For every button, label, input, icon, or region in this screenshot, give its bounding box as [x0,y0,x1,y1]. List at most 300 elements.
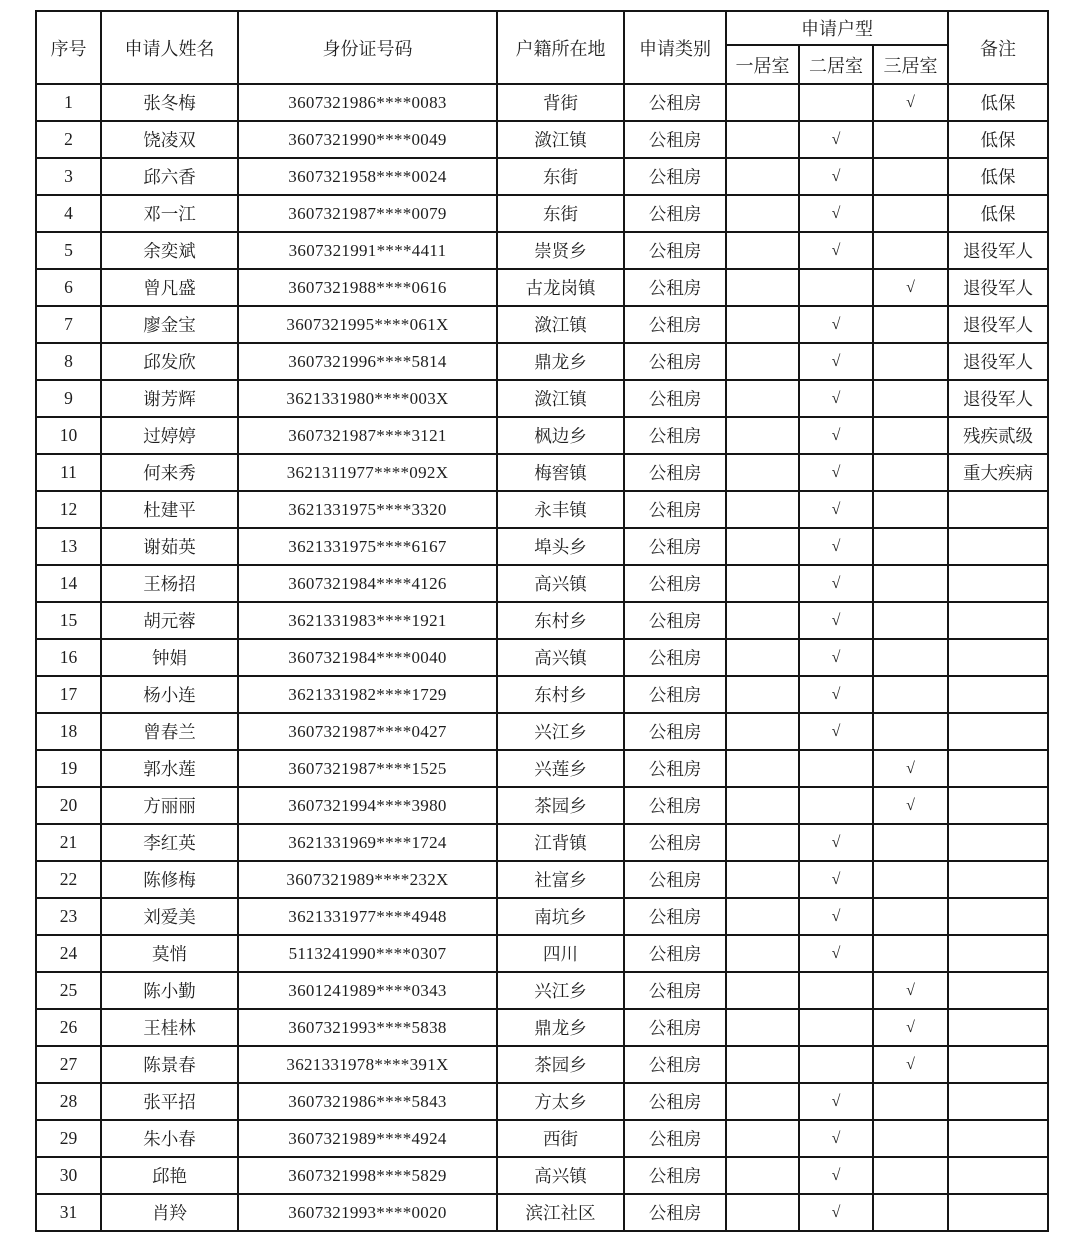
cell-serial: 27 [36,1046,101,1083]
cell-three-bedroom-check [873,898,948,935]
cell-serial: 18 [36,713,101,750]
cell-id-number: 3607321995****061X [238,306,497,343]
cell-serial: 19 [36,750,101,787]
table-row [36,1157,1048,1194]
cell-applicant-name: 陈修梅 [101,861,238,898]
cell-application-category: 公租房 [624,1046,726,1083]
cell-one-bedroom-check [726,84,799,121]
cell-registered-location: 背街 [497,84,624,121]
cell-application-category: 公租房 [624,232,726,269]
table-row [36,565,1048,602]
cell-one-bedroom-check [726,602,799,639]
cell-two-bedroom-check: √ [799,824,873,861]
cell-applicant-name: 张冬梅 [101,84,238,121]
cell-applicant-name: 邓一江 [101,195,238,232]
table-row [36,1120,1048,1157]
cell-serial: 4 [36,195,101,232]
header-one-bedroom: 一居室 [726,45,799,84]
cell-one-bedroom-check [726,158,799,195]
cell-registered-location: 东街 [497,158,624,195]
table-row [36,1046,1048,1083]
cell-applicant-name: 刘爱美 [101,898,238,935]
table-row [36,1009,1048,1046]
cell-id-number: 3621311977****092X [238,454,497,491]
cell-serial: 7 [36,306,101,343]
cell-serial: 22 [36,861,101,898]
cell-id-number: 3607321996****5814 [238,343,497,380]
cell-one-bedroom-check [726,417,799,454]
cell-registered-location: 西街 [497,1120,624,1157]
cell-one-bedroom-check [726,861,799,898]
cell-registered-location: 江背镇 [497,824,624,861]
cell-remarks [948,750,1048,787]
table-row [36,898,1048,935]
header-three-bedroom: 三居室 [873,45,948,84]
cell-remarks [948,898,1048,935]
cell-serial: 10 [36,417,101,454]
cell-id-number: 3621331983****1921 [238,602,497,639]
cell-serial: 9 [36,380,101,417]
cell-registered-location: 潋江镇 [497,380,624,417]
cell-application-category: 公租房 [624,1120,726,1157]
table-row [36,972,1048,1009]
cell-id-number: 3607321958****0024 [238,158,497,195]
cell-applicant-name: 张平招 [101,1083,238,1120]
cell-application-category: 公租房 [624,121,726,158]
cell-serial: 6 [36,269,101,306]
cell-three-bedroom-check [873,861,948,898]
table-row [36,861,1048,898]
cell-applicant-name: 余奕斌 [101,232,238,269]
cell-application-category: 公租房 [624,787,726,824]
cell-id-number: 3607321984****4126 [238,565,497,602]
header-applicant-name: 申请人姓名 [101,11,238,84]
header-housing-type-group: 申请户型 [726,11,948,45]
cell-three-bedroom-check [873,232,948,269]
header-remarks: 备注 [948,11,1048,84]
cell-application-category: 公租房 [624,972,726,1009]
cell-application-category: 公租房 [624,1157,726,1194]
cell-remarks [948,1083,1048,1120]
cell-two-bedroom-check: √ [799,602,873,639]
cell-application-category: 公租房 [624,195,726,232]
cell-id-number: 3607321993****5838 [238,1009,497,1046]
cell-remarks: 退役军人 [948,306,1048,343]
cell-serial: 28 [36,1083,101,1120]
cell-two-bedroom-check: √ [799,676,873,713]
cell-two-bedroom-check: √ [799,565,873,602]
table-row [36,195,1048,232]
header-two-bedroom: 二居室 [799,45,873,84]
cell-remarks: 退役军人 [948,232,1048,269]
header-serial: 序号 [36,11,101,84]
cell-remarks [948,1120,1048,1157]
cell-three-bedroom-check [873,935,948,972]
cell-application-category: 公租房 [624,491,726,528]
cell-remarks: 重大疾病 [948,454,1048,491]
cell-application-category: 公租房 [624,417,726,454]
cell-three-bedroom-check [873,639,948,676]
cell-applicant-name: 曾凡盛 [101,269,238,306]
cell-serial: 25 [36,972,101,1009]
cell-remarks [948,972,1048,1009]
cell-three-bedroom-check [873,602,948,639]
table-row [36,824,1048,861]
table-row [36,343,1048,380]
cell-applicant-name: 李红英 [101,824,238,861]
cell-three-bedroom-check [873,713,948,750]
cell-remarks [948,824,1048,861]
cell-registered-location: 茶园乡 [497,1046,624,1083]
table-row [36,454,1048,491]
cell-serial: 11 [36,454,101,491]
cell-three-bedroom-check [873,454,948,491]
cell-applicant-name: 邱六香 [101,158,238,195]
cell-id-number: 3607321987****0427 [238,713,497,750]
cell-two-bedroom-check: √ [799,1120,873,1157]
table-body [36,84,1048,1231]
cell-one-bedroom-check [726,1157,799,1194]
cell-registered-location: 高兴镇 [497,1157,624,1194]
cell-id-number: 3621331975****6167 [238,528,497,565]
cell-registered-location: 高兴镇 [497,565,624,602]
cell-application-category: 公租房 [624,861,726,898]
cell-one-bedroom-check [726,935,799,972]
cell-serial: 16 [36,639,101,676]
cell-one-bedroom-check [726,750,799,787]
cell-two-bedroom-check: √ [799,380,873,417]
cell-remarks: 残疾贰级 [948,417,1048,454]
cell-registered-location: 兴莲乡 [497,750,624,787]
cell-remarks: 退役军人 [948,269,1048,306]
cell-id-number: 3607321990****0049 [238,121,497,158]
cell-one-bedroom-check [726,824,799,861]
cell-one-bedroom-check [726,454,799,491]
cell-id-number: 3621331978****391X [238,1046,497,1083]
cell-id-number: 3621331980****003X [238,380,497,417]
cell-remarks [948,1194,1048,1231]
cell-registered-location: 古龙岗镇 [497,269,624,306]
cell-remarks: 退役军人 [948,343,1048,380]
cell-three-bedroom-check [873,306,948,343]
table-row [36,639,1048,676]
cell-remarks [948,1046,1048,1083]
cell-one-bedroom-check [726,898,799,935]
cell-registered-location: 东村乡 [497,676,624,713]
cell-id-number: 3607321986****0083 [238,84,497,121]
cell-remarks [948,602,1048,639]
cell-applicant-name: 何来秀 [101,454,238,491]
cell-applicant-name: 朱小春 [101,1120,238,1157]
cell-applicant-name: 谢茹英 [101,528,238,565]
cell-application-category: 公租房 [624,1083,726,1120]
cell-registered-location: 东街 [497,195,624,232]
cell-applicant-name: 郭水莲 [101,750,238,787]
cell-three-bedroom-check [873,158,948,195]
cell-application-category: 公租房 [624,1009,726,1046]
cell-remarks [948,787,1048,824]
cell-registered-location: 高兴镇 [497,639,624,676]
cell-remarks: 退役军人 [948,380,1048,417]
cell-three-bedroom-check: √ [873,972,948,1009]
cell-id-number: 5113241990****0307 [238,935,497,972]
cell-one-bedroom-check [726,1120,799,1157]
cell-serial: 17 [36,676,101,713]
cell-one-bedroom-check [726,565,799,602]
cell-one-bedroom-check [726,639,799,676]
cell-applicant-name: 王杨招 [101,565,238,602]
cell-one-bedroom-check [726,787,799,824]
table-row [36,121,1048,158]
cell-registered-location: 东村乡 [497,602,624,639]
cell-serial: 15 [36,602,101,639]
cell-registered-location: 埠头乡 [497,528,624,565]
cell-registered-location: 永丰镇 [497,491,624,528]
cell-application-category: 公租房 [624,639,726,676]
cell-serial: 31 [36,1194,101,1231]
cell-two-bedroom-check: √ [799,158,873,195]
cell-two-bedroom-check: √ [799,1194,873,1231]
cell-one-bedroom-check [726,380,799,417]
cell-application-category: 公租房 [624,454,726,491]
cell-serial: 8 [36,343,101,380]
table-row [36,491,1048,528]
table-row [36,602,1048,639]
cell-three-bedroom-check [873,1157,948,1194]
cell-registered-location: 崇贤乡 [497,232,624,269]
cell-remarks: 低保 [948,158,1048,195]
cell-applicant-name: 方丽丽 [101,787,238,824]
cell-id-number: 3607321989****232X [238,861,497,898]
cell-two-bedroom-check: √ [799,491,873,528]
table-row [36,269,1048,306]
cell-id-number: 3607321987****3121 [238,417,497,454]
table-header [36,11,1048,84]
cell-one-bedroom-check [726,121,799,158]
cell-two-bedroom-check [799,1009,873,1046]
table-row [36,306,1048,343]
cell-applicant-name: 陈景春 [101,1046,238,1083]
cell-serial: 20 [36,787,101,824]
cell-registered-location: 梅窖镇 [497,454,624,491]
cell-registered-location: 茶园乡 [497,787,624,824]
cell-three-bedroom-check [873,417,948,454]
cell-serial: 1 [36,84,101,121]
cell-three-bedroom-check [873,565,948,602]
cell-application-category: 公租房 [624,84,726,121]
cell-registered-location: 鼎龙乡 [497,343,624,380]
cell-serial: 13 [36,528,101,565]
cell-applicant-name: 谢芳辉 [101,380,238,417]
cell-application-category: 公租房 [624,306,726,343]
cell-applicant-name: 莫悄 [101,935,238,972]
cell-serial: 24 [36,935,101,972]
cell-two-bedroom-check [799,787,873,824]
cell-three-bedroom-check: √ [873,1009,948,1046]
cell-two-bedroom-check: √ [799,528,873,565]
cell-one-bedroom-check [726,676,799,713]
cell-registered-location: 滨江社区 [497,1194,624,1231]
cell-serial: 12 [36,491,101,528]
cell-applicant-name: 曾春兰 [101,713,238,750]
cell-remarks: 低保 [948,84,1048,121]
cell-three-bedroom-check: √ [873,269,948,306]
cell-two-bedroom-check: √ [799,898,873,935]
cell-registered-location: 方太乡 [497,1083,624,1120]
cell-registered-location: 鼎龙乡 [497,1009,624,1046]
cell-one-bedroom-check [726,713,799,750]
cell-registered-location: 潋江镇 [497,306,624,343]
cell-serial: 29 [36,1120,101,1157]
cell-two-bedroom-check: √ [799,1157,873,1194]
cell-remarks: 低保 [948,195,1048,232]
cell-application-category: 公租房 [624,380,726,417]
cell-two-bedroom-check: √ [799,861,873,898]
cell-three-bedroom-check [873,1083,948,1120]
cell-two-bedroom-check [799,269,873,306]
cell-registered-location: 潋江镇 [497,121,624,158]
cell-three-bedroom-check [873,491,948,528]
header-row-top [36,11,1048,45]
table-row [36,935,1048,972]
cell-id-number: 3607321991****4411 [238,232,497,269]
table-row [36,528,1048,565]
table-row [36,750,1048,787]
applicants-table [35,10,1049,1232]
table-row [36,380,1048,417]
cell-id-number: 3601241989****0343 [238,972,497,1009]
cell-id-number: 3621331975****3320 [238,491,497,528]
cell-one-bedroom-check [726,195,799,232]
cell-two-bedroom-check [799,1046,873,1083]
cell-id-number: 3607321988****0616 [238,269,497,306]
header-application-category: 申请类别 [624,11,726,84]
cell-application-category: 公租房 [624,713,726,750]
cell-id-number: 3607321987****0079 [238,195,497,232]
cell-id-number: 3607321993****0020 [238,1194,497,1231]
cell-applicant-name: 饶凌双 [101,121,238,158]
cell-application-category: 公租房 [624,343,726,380]
cell-three-bedroom-check: √ [873,787,948,824]
cell-one-bedroom-check [726,306,799,343]
cell-one-bedroom-check [726,972,799,1009]
cell-id-number: 3607321998****5829 [238,1157,497,1194]
cell-remarks [948,565,1048,602]
cell-serial: 21 [36,824,101,861]
table-row [36,713,1048,750]
cell-id-number: 3607321987****1525 [238,750,497,787]
cell-remarks [948,528,1048,565]
cell-applicant-name: 邱发欣 [101,343,238,380]
cell-serial: 23 [36,898,101,935]
cell-three-bedroom-check [873,195,948,232]
table-row [36,84,1048,121]
cell-registered-location: 枫边乡 [497,417,624,454]
cell-two-bedroom-check [799,972,873,1009]
cell-applicant-name: 廖金宝 [101,306,238,343]
table-row [36,232,1048,269]
cell-applicant-name: 肖羚 [101,1194,238,1231]
cell-two-bedroom-check: √ [799,121,873,158]
cell-registered-location: 南坑乡 [497,898,624,935]
cell-id-number: 3621331969****1724 [238,824,497,861]
cell-remarks [948,639,1048,676]
cell-registered-location: 四川 [497,935,624,972]
cell-application-category: 公租房 [624,1194,726,1231]
cell-registered-location: 兴江乡 [497,713,624,750]
table-row [36,787,1048,824]
cell-application-category: 公租房 [624,824,726,861]
cell-three-bedroom-check [873,343,948,380]
cell-three-bedroom-check [873,380,948,417]
cell-applicant-name: 邱艳 [101,1157,238,1194]
cell-id-number: 3621331982****1729 [238,676,497,713]
cell-applicant-name: 杜建平 [101,491,238,528]
cell-applicant-name: 王桂林 [101,1009,238,1046]
cell-two-bedroom-check [799,84,873,121]
cell-three-bedroom-check [873,528,948,565]
cell-two-bedroom-check: √ [799,454,873,491]
cell-applicant-name: 杨小连 [101,676,238,713]
cell-applicant-name: 过婷婷 [101,417,238,454]
cell-one-bedroom-check [726,1194,799,1231]
cell-serial: 30 [36,1157,101,1194]
cell-serial: 2 [36,121,101,158]
cell-one-bedroom-check [726,343,799,380]
cell-applicant-name: 钟娟 [101,639,238,676]
cell-id-number: 3621331977****4948 [238,898,497,935]
cell-applicant-name: 陈小勤 [101,972,238,1009]
cell-serial: 26 [36,1009,101,1046]
cell-two-bedroom-check: √ [799,935,873,972]
cell-one-bedroom-check [726,269,799,306]
cell-three-bedroom-check: √ [873,750,948,787]
table-row [36,1194,1048,1231]
header-id-number: 身份证号码 [238,11,497,84]
cell-two-bedroom-check: √ [799,639,873,676]
cell-two-bedroom-check: √ [799,306,873,343]
cell-id-number: 3607321994****3980 [238,787,497,824]
cell-remarks [948,713,1048,750]
cell-application-category: 公租房 [624,750,726,787]
cell-remarks [948,676,1048,713]
cell-serial: 3 [36,158,101,195]
table-row [36,676,1048,713]
cell-one-bedroom-check [726,491,799,528]
header-registered-location: 户籍所在地 [497,11,624,84]
cell-remarks: 低保 [948,121,1048,158]
cell-id-number: 3607321984****0040 [238,639,497,676]
cell-serial: 5 [36,232,101,269]
cell-two-bedroom-check: √ [799,232,873,269]
cell-three-bedroom-check [873,1120,948,1157]
table-row [36,158,1048,195]
cell-application-category: 公租房 [624,158,726,195]
cell-remarks [948,935,1048,972]
cell-application-category: 公租房 [624,676,726,713]
cell-two-bedroom-check: √ [799,343,873,380]
cell-id-number: 3607321989****4924 [238,1120,497,1157]
cell-two-bedroom-check: √ [799,1083,873,1120]
cell-two-bedroom-check: √ [799,713,873,750]
cell-three-bedroom-check [873,1194,948,1231]
cell-application-category: 公租房 [624,528,726,565]
cell-application-category: 公租房 [624,898,726,935]
cell-three-bedroom-check [873,824,948,861]
cell-application-category: 公租房 [624,935,726,972]
cell-application-category: 公租房 [624,602,726,639]
cell-registered-location: 兴江乡 [497,972,624,1009]
